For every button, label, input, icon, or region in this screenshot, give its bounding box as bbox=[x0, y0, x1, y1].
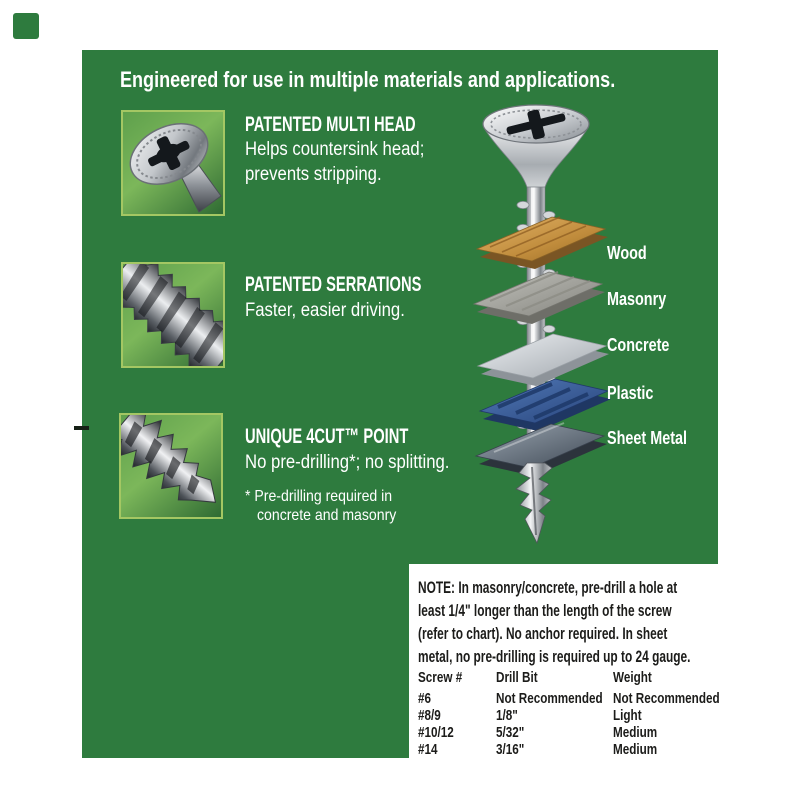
masonry-layer bbox=[474, 272, 605, 324]
note-line-1: NOTE: In masonry/concrete, pre-drill a hole at bbox=[418, 578, 678, 597]
feature-3-line-1: No pre-drilling*; no splitting. bbox=[245, 452, 450, 473]
note-line-4: metal, no pre-drilling is required up to 24 gauge. bbox=[418, 647, 691, 666]
point-image bbox=[121, 415, 221, 517]
spec-cell: #14 bbox=[418, 741, 438, 758]
spec-cell: 3/16" bbox=[496, 741, 525, 758]
green-corner-chip bbox=[13, 13, 39, 39]
spec-cell: #8/9 bbox=[418, 707, 441, 724]
material-label-masonry: Masonry bbox=[607, 289, 667, 309]
material-label-plastic: Plastic bbox=[607, 383, 654, 403]
feature-1-line-1: Helps countersink head; bbox=[245, 139, 425, 160]
concrete-layer bbox=[478, 334, 609, 386]
spec-cell: Medium bbox=[613, 741, 658, 758]
plastic-layer bbox=[480, 379, 611, 431]
edge-artifact-tick bbox=[74, 426, 89, 430]
material-label-concrete: Concrete bbox=[607, 335, 670, 355]
serrations-photo bbox=[121, 262, 225, 368]
material-label-sheet-metal: Sheet Metal bbox=[607, 428, 688, 448]
feature-1-line-2: prevents stripping. bbox=[245, 164, 382, 185]
material-label-wood: Wood bbox=[607, 243, 647, 263]
screw-through-materials-illustration bbox=[460, 95, 715, 563]
spec-cell: #10/12 bbox=[418, 724, 454, 741]
spec-cell: Not Recommended bbox=[496, 690, 603, 707]
multi-head-image bbox=[123, 112, 223, 214]
spec-header-drill-bit: Drill Bit bbox=[496, 669, 538, 686]
page-title: Engineered for use in multiple materials and applications. bbox=[120, 67, 616, 92]
feature-2-line-1: Faster, easier driving. bbox=[245, 300, 405, 321]
serrations-image bbox=[123, 264, 223, 366]
multi-head-photo bbox=[121, 110, 225, 216]
feature-3-title: UNIQUE 4CUT™ POINT bbox=[245, 425, 409, 448]
feature-3-footnote-1: * Pre-drilling required in bbox=[245, 488, 393, 505]
feature-2-title: PATENTED SERRATIONS bbox=[245, 273, 422, 296]
spec-header-weight: Weight bbox=[613, 669, 652, 686]
spec-cell: 1/8" bbox=[496, 707, 518, 724]
spec-cell: Medium bbox=[613, 724, 658, 741]
note-line-3: (refer to chart). No anchor required. In sheet bbox=[418, 624, 668, 643]
note-line-2: least 1/4" longer than the length of the screw bbox=[418, 601, 672, 620]
spec-cell: Not Recommended bbox=[613, 690, 720, 707]
point-photo bbox=[119, 413, 223, 519]
spec-cell: #6 bbox=[418, 690, 432, 707]
feature-3-footnote-2: concrete and masonry bbox=[257, 507, 397, 524]
spec-header-screw: Screw # bbox=[418, 669, 463, 686]
spec-cell: 5/32" bbox=[496, 724, 525, 741]
wood-layer bbox=[477, 217, 608, 269]
spec-cell: Light bbox=[613, 707, 642, 724]
feature-1-title: PATENTED MULTI HEAD bbox=[245, 113, 416, 136]
